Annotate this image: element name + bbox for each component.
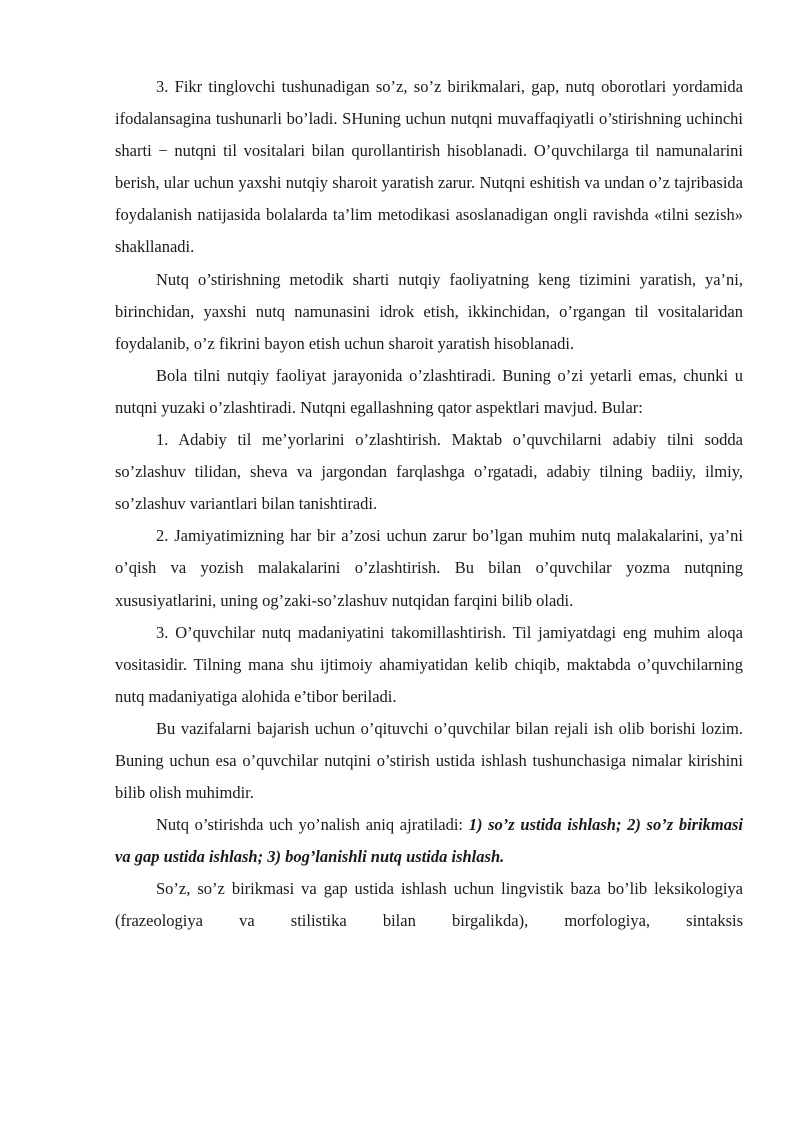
paragraph-linguistic-base: So’z, so’z birikmasi va gap ustida ishlash uchun lingvistik baza bo’lib leksikologiya (frazeologiya va stilistika bilan birgalikda), morfologiya, sintaksis xyxy=(115,879,743,931)
paragraph-aspect-3: 3. O’quvchilar nutq madaniyatini takomillashtirish. Til jamiyatdagi eng muhim aloqa vositasidir. Tilning mana shu ijtimoiy ahamiyatidan kelib chiqib, maktabda o’quvchilarning nutq madaniyatiga alohida e’tibor beriladi. xyxy=(115,622,743,706)
paragraph-speech-tools: 3. Fikr tinglovchi tushunadigan so’z, so’z birikmalari, gap, nutq oborotlari yordamida ifodalansagina tushunarli bo’ladi. SHuning uchun nutqni muvaffaqiyatli o’stirishning uchinchi sharti − nutqni til vositalari bilan qurollantirish hisoblanadi. O’quvchilarga til namunalarini berish, ular uchun yaxshi nutqiy sharoit yaratish zarur. Nutqni eshitish va undan o’z tajribasida foydalanish natijasida bolalarda ta’lim metodikasi asoslanadigan ongli ravishda «tilni sezish» shakllanadi. xyxy=(115,77,743,257)
paragraph-three-directions xyxy=(115,809,743,873)
paragraph-speech-aspects: Bola tilni nutqiy faoliyat jarayonida o’zlashtiradi. Buning o’zi yetarli emas, chunki u nutqni yuzaki o’zlashtiradi. Nutqni egallashning qator aspektlari mavjud. Bular: xyxy=(115,365,743,417)
paragraph-aspect-1: 1. Adabiy til me’yorlarini o’zlashtirish. Maktab o’quvchilarni adabiy tilni sodda so’zlashuv tilidan, sheva va jargondan farqlashga o’rgatadi, adabiy tilning badiiy, ilmiy, so’zlashuv variantlari bilan tanishtiradi. xyxy=(115,430,743,514)
directions-list: 1) so’z ustida ishlash; 2) so’z birikmasi va gap ustida ishlash; 3) bog’lanishli nutq ustida ishlash. xyxy=(115,815,744,867)
paragraph-methodical-condition: Nutq o’stirishning metodik sharti nutqiy faoliyatning keng tizimini yaratish, ya’ni, birinchidan, yaxshi nutq namunasini idrok etish, ikkinchidan, o’rgangan til vositalaridan foydalanib, o’z fikrini bayon etish uchun sharoit yaratish hisoblanadi. xyxy=(115,269,743,353)
directions-intro: Nutq o’stirishda uch yo’nalish aniq ajratiladi: xyxy=(156,815,469,835)
paragraph-teacher-tasks: Bu vazifalarni bajarish uchun o’qituvchi o’quvchilar bilan rejali ish olib borishi lozim. Buning uchun esa o’quvchilar nutqini o’stirish ustida ishlash tushunchasiga nimalar kirishini bilib olish muhimdir. xyxy=(115,718,743,803)
paragraph-aspect-2: 2. Jamiyatimizning har bir a’zosi uchun zarur bo’lgan muhim nutq malakalarini, ya’ni o’qish va yozish malakalarini o’zlashtirish. Bu bilan o’quvchilar yozma nutqning xususiyatlarini, uning og’zaki-so’zlashuv nutqidan farqini bilib oladi. xyxy=(115,526,743,610)
document-page xyxy=(115,71,743,938)
